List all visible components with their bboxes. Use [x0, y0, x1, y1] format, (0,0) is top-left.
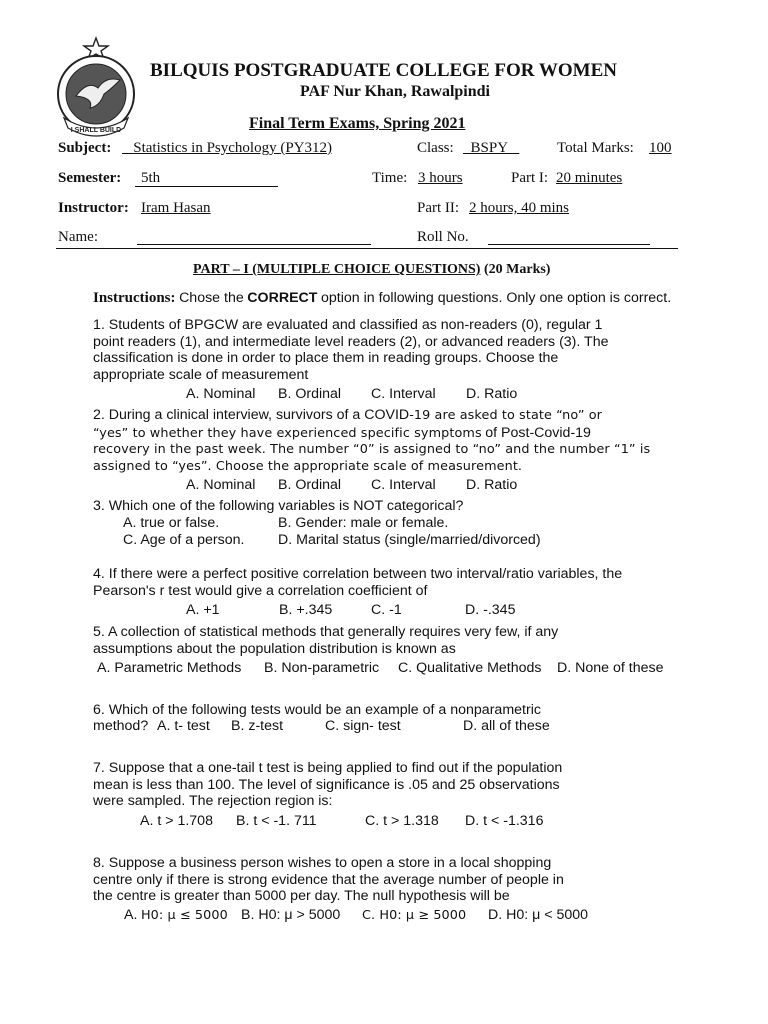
part1-time-label: Part I: — [511, 170, 549, 186]
part-marks: (20 Marks) — [483, 262, 551, 277]
semester-label: Semester: — [58, 170, 122, 186]
q8-option-a[interactable] — [124, 907, 228, 924]
question-2-text: 2. During a clinical interview, survivors of a COVID — [93, 407, 410, 423]
question-2 — [93, 407, 650, 475]
class-value: BSPY — [470, 140, 509, 156]
q6-option-a[interactable]: A. t- test — [157, 718, 210, 734]
question-2-line: assigned to “yes”. Choose the appropriate scale of measurement. — [93, 458, 523, 474]
question-7-line: mean is less than 100. The level of significance is .05 and 25 observations — [93, 776, 560, 793]
class-label: Class: — [417, 140, 454, 156]
part2-time-label: Part II: — [417, 200, 460, 216]
q1-option-a[interactable]: A. Nominal — [186, 386, 256, 402]
semester-underline — [135, 186, 278, 187]
college-crest-logo — [54, 36, 138, 140]
total-marks-label: Total Marks: — [557, 140, 634, 156]
question-7-line: 7. Suppose that a one-tail t test is being applied to find out if the population — [93, 760, 563, 776]
q3-option-b[interactable]: B. Gender: male or female. — [278, 515, 449, 531]
question-5 — [93, 624, 558, 657]
roll-label: Roll No. — [417, 229, 469, 245]
q4-option-d[interactable]: D. -.345 — [465, 602, 516, 618]
q3-option-a[interactable]: A. true or false. — [123, 515, 220, 531]
question-1-line: classification is done in order to place them in reading groups. Choose the — [93, 350, 559, 366]
instructions-text-a: Chose the — [179, 290, 244, 306]
question-2-text: “yes” to whether they have experienced specific symptoms — [93, 425, 482, 441]
q4-option-c[interactable]: C. -1 — [371, 602, 402, 618]
q1-option-d[interactable]: D. Ratio — [466, 386, 518, 402]
instructions-emphasis: CORRECT — [247, 290, 318, 306]
header-divider — [56, 248, 678, 249]
question-1-line: 1. Students of BPGCW are evaluated and classified as non-readers (0), regular 1 — [93, 317, 603, 333]
part-title: PART – I (MULTIPLE CHOICE QUESTIONS) — [193, 262, 481, 277]
q6-option-b[interactable]: B. z-test — [231, 718, 284, 734]
question-2-text: -19 are asked to state “no” or — [409, 408, 603, 423]
q7-option-a[interactable]: A. t > 1.708 — [140, 813, 213, 829]
q2-option-c[interactable]: C. Interval — [371, 477, 436, 493]
roll-number-field[interactable] — [488, 244, 650, 245]
q5-option-b[interactable]: B. Non-parametric — [264, 660, 380, 676]
time-value: 3 hours — [418, 170, 463, 186]
q2-option-d[interactable]: D. Ratio — [466, 477, 518, 493]
q8-option-a-text: H0: μ ≤ 5000 — [140, 908, 228, 923]
question-5-line: assumptions about the population distribution is known as — [93, 640, 456, 657]
q3-option-d[interactable]: D. Marital status (single/married/divorced) — [278, 532, 541, 548]
exam-title: Final Term Exams, Spring 2021 — [249, 115, 466, 132]
question-2-line: recovery in the past week. The number “0” is assigned to “no” and the number “1” is — [93, 442, 651, 457]
q7-option-b[interactable]: B. t < -1. 711 — [236, 813, 317, 829]
question-6-start: method? — [93, 718, 149, 734]
total-marks-value: 100 — [649, 140, 672, 156]
question-8-line: the centre is greater than 5000 per day. The null hypothesis will be — [93, 888, 510, 904]
subject-label: Subject: — [58, 140, 112, 156]
college-name: BILQUIS POSTGRADUATE COLLEGE FOR WOMEN — [150, 60, 617, 81]
instructions-label: Instructions: — [93, 290, 176, 306]
part1-time-value: 20 minutes — [556, 170, 623, 186]
q8-option-d[interactable]: D. H0: μ < 5000 — [488, 907, 589, 923]
q7-option-d[interactable]: D. t < -1.316 — [465, 813, 544, 829]
semester-value: 5th — [141, 170, 161, 186]
crest-motto: I SHALL BUILD — [70, 127, 122, 134]
subject-value: Statistics in Psychology (PY312) — [133, 140, 333, 156]
question-6: 6. Which of the following tests would be an example of a nonparametric — [93, 702, 541, 718]
q6-option-c[interactable]: C. sign- test — [325, 718, 401, 734]
question-8-line: 8. Suppose a business person wishes to open a store in a local shopping — [93, 855, 552, 871]
q5-option-c[interactable]: C. Qualitative Methods — [398, 660, 542, 676]
question-4-line: Pearson's r test would give a correlation coefficient of — [93, 582, 428, 599]
question-1-line: point readers (1), and intermediate level readers (2), or advanced readers (3). The — [93, 333, 609, 350]
q4-option-b[interactable]: B. +.345 — [279, 602, 333, 618]
question-8-line: centre only if there is strong evidence that the average number of people in — [93, 871, 564, 888]
q8-option-c[interactable]: C. H0: μ ≥ 5000 — [362, 908, 467, 923]
question-5-line: 5. A collection of statistical methods that generally requires very few, if any — [93, 624, 559, 640]
q1-option-c[interactable]: C. Interval — [371, 386, 436, 402]
instructions-text-b: option in following questions. Only one option is correct. — [321, 290, 672, 306]
question-2-text: of Post-Covid-19 — [485, 424, 591, 441]
question-1-line: appropriate scale of measurement — [93, 366, 309, 383]
question-7 — [93, 760, 562, 810]
instructor-label: Instructor: — [58, 200, 129, 216]
instructions — [93, 290, 671, 307]
q8-option-a-prefix: A. — [124, 907, 138, 923]
q2-option-b[interactable]: B. Ordinal — [278, 477, 342, 493]
question-4-line: 4. If there were a perfect positive correlation between two interval/ratio variables, the — [93, 566, 623, 582]
part-heading — [193, 262, 550, 278]
name-field[interactable] — [137, 244, 371, 245]
q4-option-a[interactable]: A. +1 — [186, 602, 220, 618]
name-label: Name: — [58, 229, 98, 245]
q2-option-a[interactable]: A. Nominal — [186, 477, 256, 493]
question-1 — [93, 317, 608, 383]
q8-option-b[interactable]: B. H0: μ > 5000 — [241, 907, 341, 923]
q5-option-a[interactable]: A. Parametric Methods — [97, 660, 242, 676]
instructor-value: Iram Hasan — [141, 200, 211, 216]
time-label: Time: — [372, 170, 408, 186]
part2-time-value: 2 hours, 40 mins — [469, 200, 570, 216]
question-4 — [93, 566, 622, 599]
q5-option-d[interactable]: D. None of these — [557, 660, 664, 676]
q7-option-c[interactable]: C. t > 1.318 — [365, 813, 439, 829]
campus-name: PAF Nur Khan, Rawalpindi — [300, 83, 490, 100]
q1-option-b[interactable]: B. Ordinal — [278, 386, 342, 402]
question-8 — [93, 855, 564, 905]
q6-option-d[interactable]: D. all of these — [463, 718, 550, 734]
question-7-line: were sampled. The rejection region is: — [93, 793, 333, 809]
question-3: 3. Which one of the following variables is NOT categorical? — [93, 498, 464, 514]
q3-option-c[interactable]: C. Age of a person. — [123, 532, 245, 548]
